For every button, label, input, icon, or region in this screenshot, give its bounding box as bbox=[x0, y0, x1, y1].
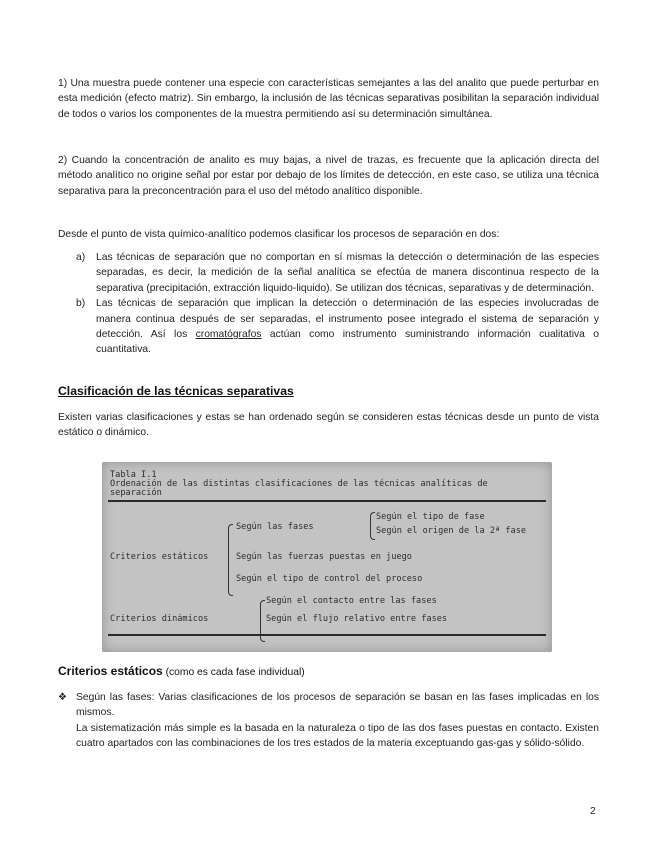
table-title-2: Ordenación de las distintas clasificaciones de las técnicas analíticas de bbox=[110, 479, 488, 489]
brace-static bbox=[228, 524, 233, 596]
static-criteria-bold: Criterios estáticos bbox=[58, 664, 163, 678]
bullet-line-2: La sistematización más simple es la basada en la naturaleza o tipo de las dos fases puestas en contacto. Existen cuatro apartados con las combinaciones de los tres estados de la materia exceptuando gas-gas y sólido-sólido. bbox=[76, 722, 599, 750]
paragraph-4: Existen varias clasificaciones y estas se han ordenado según se consideren estas técnicas desde un punto de vista estático o dinámico. bbox=[58, 412, 599, 439]
table-phase-type: Según el tipo de fase bbox=[376, 512, 485, 522]
paragraph-2: 2) Cuando la concentración de analito es muy bajas, a nivel de trazas, es frecuente que la aplicación directa del método analítico no origine señal por estar por debajo de los límites de detección, en este caso, se utiliza una técnica separativa para la preconcentración para el uso del método analítico disponible. bbox=[58, 155, 599, 197]
section-heading: Clasificación de las técnicas separativas bbox=[58, 384, 294, 398]
page-number: 2 bbox=[590, 806, 596, 817]
table-rule-bottom bbox=[108, 634, 546, 636]
table-contact: Según el contacto entre las fases bbox=[266, 596, 437, 606]
list-item-a bbox=[58, 250, 599, 296]
list-item-text: Las técnicas de separación que implican la detección o determinación de las especies involucradas de manera continua después de ser separadas, el instrumento posee integrado el sistema de separación y detección. Así los bbox=[96, 298, 599, 341]
table-forces: Según las fuerzas puestas en juego bbox=[236, 552, 412, 562]
table-rule-top bbox=[108, 500, 546, 502]
table-static-label: Criterios estáticos bbox=[110, 552, 209, 562]
classification-table-image bbox=[102, 462, 552, 652]
table-phase-origin: Según el origen de la 2ª fase bbox=[376, 526, 527, 536]
list-item-text: Las técnicas de separación que no comportan en sí mismas la detección o determinación de las especies separadas, es decir, la medición de la señal analítica se efectúa de manera discontinua respecto de la separativa (precipitación, extracción liquido-liquido). Se utilizan dos técnicas, separativas y de determinación. bbox=[96, 252, 599, 294]
phases-bullet bbox=[58, 690, 599, 752]
underlined-term: cromatógrafos bbox=[195, 329, 262, 341]
bullet-line-1: Según las fases: Varias clasificaciones de los procesos de separación se basan en las fases implicadas en los mismos. bbox=[76, 692, 599, 719]
list-item-text-end: actúan como instrumento suministrando información cualitativa o cuantitativa. bbox=[96, 329, 599, 356]
separation-types-list bbox=[58, 250, 599, 358]
static-criteria-note: (como es cada fase individual) bbox=[162, 667, 305, 678]
table-title-1: Tabla I.1 bbox=[110, 470, 157, 480]
diamond-bullet-icon: ❖ bbox=[58, 692, 67, 703]
static-criteria-heading bbox=[58, 664, 305, 678]
table-dynamic-label: Criterios dinámicos bbox=[110, 614, 209, 624]
table-phases: Según las fases bbox=[236, 522, 314, 532]
list-marker: a) bbox=[76, 252, 86, 263]
table-title-3: separación bbox=[110, 488, 162, 498]
brace-phases bbox=[370, 512, 375, 540]
paragraph-1: 1) Una muestra puede contener una especie con características semejantes a las del analito que puede perturbar en esta medición (efecto matriz). Sin embargo, la inclusión de las técnicas separativas posibilitan la separación individual de todos o varios los componentes de la muestra permitiendo así su determinación simultánea. bbox=[58, 78, 599, 120]
paragraph-3: Desde el punto de vista químico-analítico podemos clasificar los procesos de separación en dos: bbox=[58, 229, 500, 240]
list-marker: b) bbox=[76, 298, 86, 310]
list-item-b bbox=[58, 296, 599, 358]
table-control: Según el tipo de control del proceso bbox=[236, 574, 423, 584]
table-flow: Según el flujo relativo entre fases bbox=[266, 614, 448, 624]
